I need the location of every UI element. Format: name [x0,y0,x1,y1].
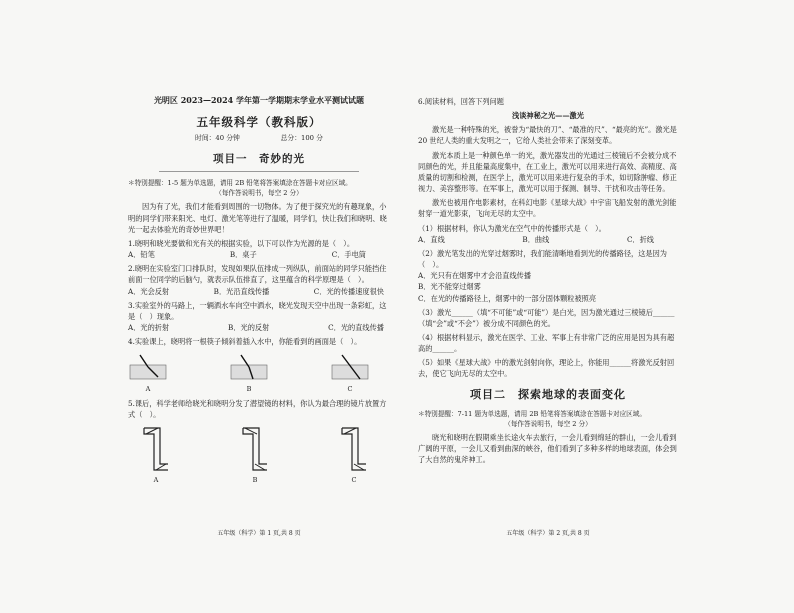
q5-label-a: A [153,476,159,484]
periscope-figure-c [336,424,372,472]
exam-meta: 时间：40 分钟 总分：100 分 [195,134,323,143]
q5-figure-b [237,424,273,485]
page-right [418,88,678,540]
sub-question-1: （1）根据材料，你认为激光在空气中的传播形式是（ ）。 [418,223,606,233]
q4-label-c: C [347,385,353,394]
q4-figure-a [128,353,168,394]
s1-options [418,234,678,245]
s2-option-a: A．光只有在烟雾中才会沿直线传播 [418,271,532,281]
q2-option-a: A．光会反射 [128,286,170,296]
project-two-title: 项目二 探索地球的表面变化 [470,387,626,401]
article-paragraph-2: 激光本质上是一种颜色单一的光，激光器发出的光通过三棱镜后不会被分成不同颜色的光，并且能量高度集中，在工业上，激光可以用来进行高效、高精度、高质量的切割和检测，在医学上，激光可以用来进行复杂的手术，如切除肿瘤、修正视力、美容整形等。在军事上，激光可以用于探测、制导、干扰和攻击等任务。 [418,150,677,194]
page-footer-left: 五年级（科学）第 1 页,共 8 页 [217,529,301,537]
s1-option-a: A．直线 [418,234,445,244]
score-note-2: （每作答说明书，每空 2 分） [504,419,592,428]
question-4: 4.实验课上，晓明将一根筷子倾斜着插入水中，你能看到的画面是（ ）。 [128,337,362,347]
q2-options [128,286,390,297]
score-note: （每作答说明书，每空 2 分） [215,189,303,198]
question-2: 2.晓明在实验室门口排队时，发现如果队伍排成一列纵队，前面站的同学只能挡住前面一位同学的后脑勺，就表示队伍排直了，这里蕴含的科学原理是（ ）。 [128,264,387,285]
q3-option-b: B．光的反射 [228,323,270,332]
q2-option-b: B．光沿直线传播 [213,286,270,296]
sub-question-5: （5）如果《星球大战》中的激光剑射向你，理论上，你能用______将激光反射回去，使它飞向无尽的太空中。 [418,358,675,379]
q5-label-c: C [351,476,357,484]
periscope-figure-b [237,424,273,472]
tip-2: ＊特别提醒：7-11 题为单选题，请用 2B 铅笔将答案填涂在答题卡对应区域。 [418,409,646,418]
q4-label-a: A [145,385,151,394]
question-5: 5.课后，科学老师给晓光和晓明分发了潜望镜的材料，你认为最合理的镜片放置方式（ ）。 [128,398,387,419]
page-footer-right: 五年级（科学）第 2 页,共 8 页 [506,529,590,537]
s2-option-c: C．在光的传播路径上，烟雾中的一部分固体颗粒被照亮 [418,293,597,303]
q1-option-a: A．铅笔 [128,250,155,260]
q3-option-a: A．光的折射 [128,323,170,332]
sub-question-2: （2）激光笔发出的光穿过烟雾时，我们能清晰地看到光的传播路径，这是因为（ ）。 [418,248,667,270]
q5-figure-a [138,424,174,485]
question-1: 1.晓明和晓光要做和光有关的根据实验，以下可以作为光源的是（ ）。 [128,238,355,248]
question-3: 3.实验室外的马路上，一辆洒水车向空中洒水，晓光发现天空中出现一条彩虹，这是（ ）现象。 [128,300,387,321]
q4-figures [128,353,390,394]
q3-option-c: C．光的直线传播 [328,323,384,332]
s1-option-c: C．折线 [626,234,654,244]
chopstick-water-figure-c [330,353,370,381]
article-paragraph-3: 激光也被用作电影素材，在科幻电影《星球大战》中宇宙飞船发射的激光剑能射穿一道光影束，飞向无尽的太空中。 [418,198,677,219]
project-one-title: 项目一 奇妙的光 [213,152,305,165]
sub-question-3: （3）激光______（填“不可能”或“可能”）是白光，因为激光通过三棱镜后______（填“会”或“不会”）被分成不同颜色的光。 [418,307,675,328]
periscope-figure-a [138,424,174,472]
s1-option-b: B．曲线 [522,234,550,244]
exam-header: 光明区 2023—2024 学年第一学期期末学业水平测试试题 [153,95,365,105]
tip: ＊特别提醒：1-5 题为单选题，请用 2B 铅笔将答案填涂在答题卡对应区域。 [128,179,352,187]
q5-figures [128,424,390,485]
chopstick-water-figure-a [128,353,168,381]
q5-figure-c [336,424,372,485]
q1-option-b: B．桌子 [229,250,257,260]
article-paragraph-1: 激光是一种特殊的光，被誉为“最快的刀”、“最准的尺”、“最亮的光”。激光是 20 世纪人类的重大发明之一，它给人类社会带来了深刻变革。 [418,125,677,146]
q4-label-b: B [246,385,252,394]
page-left [128,88,390,540]
project-two-intro: 晓光和晓明在假期乘坐长途火车去旅行，一会儿看到绵延的群山，一会儿看到广阔的平原，一会儿又看到曲深的峡谷，他们看到了多种多样的地球表面，体会到了大自然的鬼斧神工。 [418,433,677,465]
exam-title: 五年级科学（教科版） [196,115,322,130]
q2-option-c: C．光的传播速度很快 [313,286,384,296]
q1-option-c: C．手电筒 [331,250,366,260]
question-6: 6.阅读材料，回答下列问题 [418,97,504,106]
q3-options [128,322,390,333]
q1-options [128,249,390,260]
q4-figure-c [330,353,370,394]
project-divider [159,171,359,172]
chopstick-water-figure-b [229,353,269,381]
intro-paragraph: 因为有了光，我们才能看到周围的一切物体。为了便于探究光的有趣现象，小明的同学们带来阳光、电灯、激光笔等进行了温暖，同学们，快让我们和晓明、晓光一起去体验光的奇妙世界吧！ [128,202,387,234]
article-title: 浅谈神秘之光——激光 [512,111,584,121]
q4-figure-b [229,353,269,394]
sub-question-4: （4）根据材料显示，激光在医学、工业、军事上有非常广泛的应用是因为具有超高的______。 [418,332,675,354]
q5-label-b: B [252,476,258,484]
s2-option-b: B．光不能穿过烟雾 [418,282,481,292]
